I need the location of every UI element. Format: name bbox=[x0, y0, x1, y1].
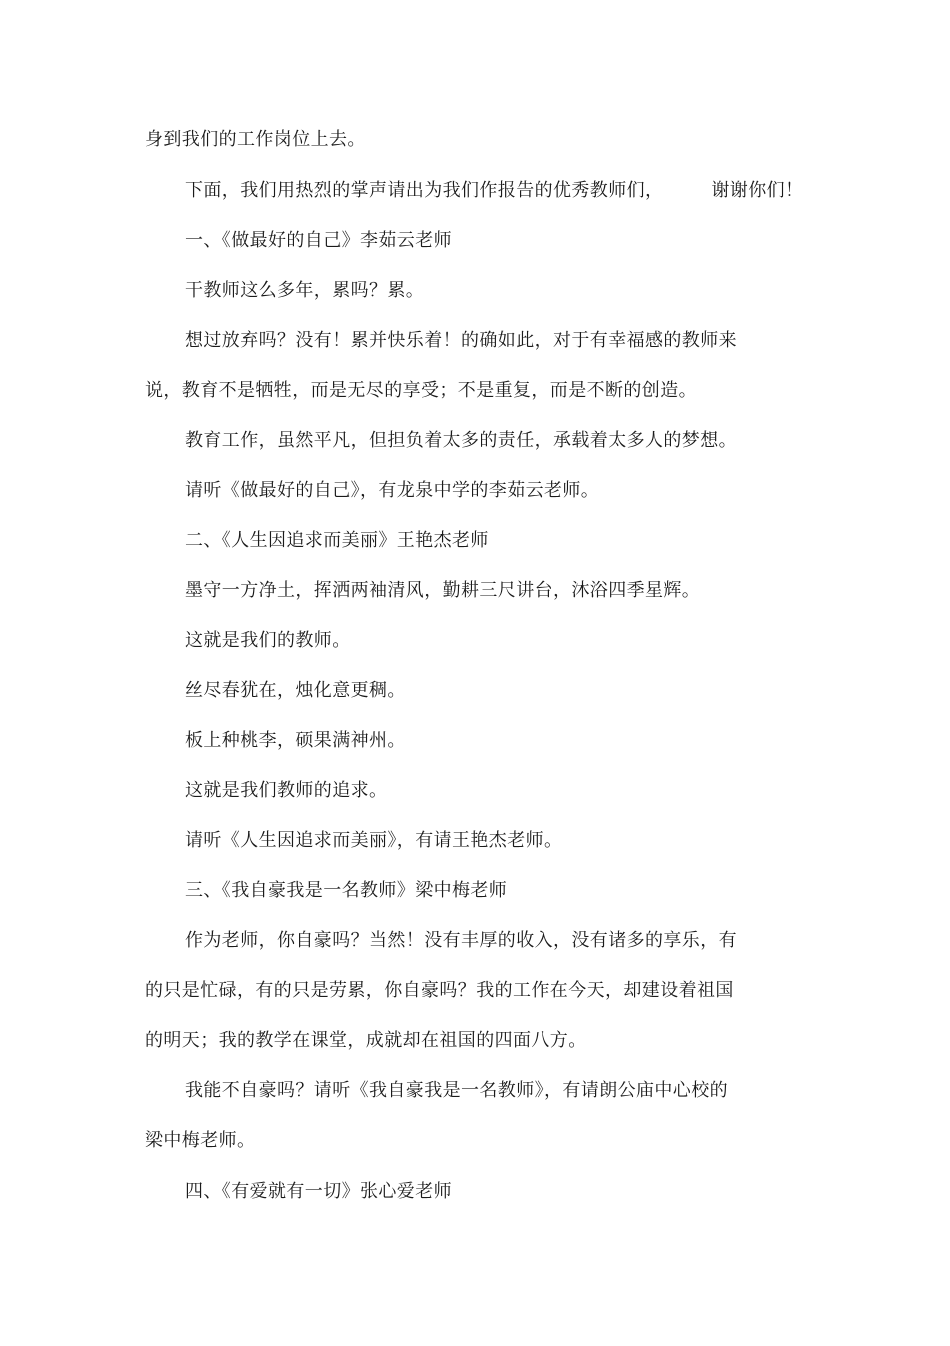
paragraph-line: 身到我们的工作岗位上去。 bbox=[145, 129, 366, 150]
paragraph-line: 板上种桃李，硕果满神州。 bbox=[185, 730, 406, 751]
paragraph-line: 我能不自豪吗？请听《我自豪我是一名教师》，有请朗公庙中心校的 bbox=[185, 1080, 728, 1101]
line-text: 谢谢你们！ bbox=[711, 180, 804, 201]
paragraph-line: 梁中梅老师。 bbox=[145, 1130, 256, 1151]
section-heading: 一、《做最好的自己》李茹云老师 bbox=[185, 230, 452, 251]
paragraph-line: 墨守一方净土，挥洒两袖清风，勤耕三尺讲台，沐浴四季星辉。 bbox=[185, 580, 701, 601]
section-heading: 二、《人生因追求而美丽》王艳杰老师 bbox=[185, 530, 489, 551]
paragraph-line: 说，教育不是牺牲，而是无尽的享受；不是重复，而是不断的创造。 bbox=[145, 380, 697, 401]
section-heading: 三、《我自豪我是一名教师》梁中梅老师 bbox=[185, 880, 508, 901]
paragraph-line: 的明天；我的教学在课堂，成就却在祖国的四面八方。 bbox=[145, 1030, 587, 1051]
line-text: 下面，我们用热烈的掌声请出为我们作报告的优秀教师们， bbox=[185, 180, 664, 201]
paragraph-line: 丝尽春犹在，烛化意更稠。 bbox=[185, 680, 406, 701]
paragraph-line: 这就是我们教师的追求。 bbox=[185, 780, 388, 801]
paragraph-line: 作为老师，你自豪吗？当然！没有丰厚的收入，没有诸多的享乐，有 bbox=[185, 930, 737, 951]
paragraph-line: 想过放弃吗？没有！累并快乐着！的确如此，对于有幸福感的教师来 bbox=[185, 330, 737, 351]
section-heading: 四、《有爱就有一切》张心爱老师 bbox=[185, 1181, 452, 1202]
paragraph-line bbox=[185, 179, 803, 203]
paragraph-line: 的只是忙碌，有的只是劳累，你自豪吗？我的工作在今天，却建设着祖国 bbox=[145, 980, 734, 1001]
paragraph-line: 请听《人生因追求而美丽》，有请王艳杰老师。 bbox=[185, 830, 563, 851]
paragraph-line: 干教师这么多年，累吗？累。 bbox=[185, 280, 425, 301]
paragraph-line: 教育工作，虽然平凡，但担负着太多的责任，承载着太多人的梦想。 bbox=[185, 430, 737, 451]
paragraph-line: 请听《做最好的自己》，有龙泉中学的李茹云老师。 bbox=[185, 480, 600, 501]
paragraph-line: 这就是我们的教师。 bbox=[185, 630, 351, 651]
